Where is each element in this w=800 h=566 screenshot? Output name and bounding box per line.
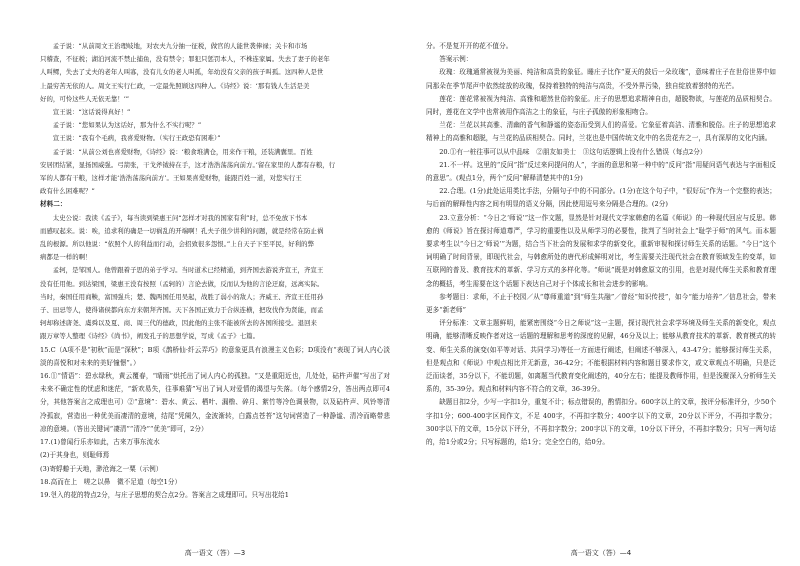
text-line: 太史公说：我读《孟子》，每当读到梁惠王问“怎样才对我的国家有利”时，总不免放下书本 xyxy=(52,213,308,222)
text-line: 没有任用他。到达梁国，梁惠王没有按照（孟轲的）言论去做，反而认为他的言论迂腐，远离实际。 xyxy=(40,279,324,288)
text-line: 材料二： xyxy=(40,200,67,209)
text-line: 22.合理。(1分)此处运用类比手法，分隔句子中的不同部分。(1分)在这个句子中，“很好玩”作为一个完整的表达；与后面的解释性内容之间有明显的语义分隔，因此使用逗号来分隔是合理的。(2分) xyxy=(426,187,776,209)
page-4-column xyxy=(426,40,776,540)
text-line: 评分标准：文章主题鲜明，能紧密围绕“今日之师说”这一主题，探讨现代社会求学环境及师生关系的新变化，观点明确，能够清晰反映作者对这一话题的理解和思考的深度的见解，46分及以上；能够从教育技术的革新、教育模式的转变、师生关系的演变(如平等对话、共同学习)等任一方面进行阐述，但阐述不够深入，43-47分；能够探讨师生关系，但是观点和《师说》中观点相比并无新意，36-42分；不能根据材料内容和题目要求作文，或文章观点不明确，只是泛泛而谈者，35分以下，不能切题，如离题当代教育变化阐述的，40分左右；能提及教师作用，但是浅聚深入分析师生关系的，35-39分。观点和材料内容不符合的文章，36-39分。 xyxy=(426,319,776,394)
text-line: 答案示例： xyxy=(439,55,473,64)
page-4-footer: 高一语文（答）—4 xyxy=(570,549,632,557)
text-line: (3)寄蜉蝣于天地，渺沧海之一粟（示例） xyxy=(40,464,163,473)
text-line: 上最穷苦无依的人。周文王实行仁政，一定最先照顾这四种人。《诗经》说：‘那有钱人生活是美 xyxy=(40,81,310,90)
page-3-footer: 高一语文（答）—3 xyxy=(184,549,246,557)
text-line: 好的，可怜这些人无依无靠！’” xyxy=(40,94,130,103)
text-line: 政有什么困难呢？” xyxy=(40,187,95,196)
text-line: 兰花：兰花以其高雅、清幽的香气和静谧的姿态而受到人们的喜爱。它象征着高洁、清雅和脱俗。庄子的思想追求精神上的高雅和超脱，与兰花的品质相契合。同时，兰花也是中国传统文化中的名贵花卉之一，具有深厚的文化内涵。 xyxy=(426,121,776,143)
text-line: 玫瑰：玫瑰通常被视为美丽、纯洁和高贵的象征。睡庄子比作“夏天的鼓后一朵玫瑰”，意味着庄子在世俗世界中如同那朵在季节尾声中依然绽放的玫瑰，保持着独特的纯洁与高贵，不受外界污染，独自绽放着独特的光芒。 xyxy=(426,68,776,90)
text-line: 病都是一样的啊！ xyxy=(40,253,92,262)
text-line: 宣王说：“这话说得真好！” xyxy=(52,108,131,117)
text-line: 15.C（A项不是“初秋”而是“深秋”；B项《鹊桥仙·纤云弄巧》的意象更具有浪漫主义色彩；D项没有“表现了词人内心淡淡的喜悦和对未来的美好憧憬”。） xyxy=(40,345,390,367)
text-line: 分。不是复开开的花不值分。 xyxy=(426,42,513,50)
text-line: 23.立意分析：“今日之‘师说’”这一作文题，显然是针对现代文学家韩愈的名篇《师说》的一种现代回应与反思。韩愈的《师说》旨在探讨师道尊严，学习的重要性以及从师学习的必要性，批判了当时社会上“耻学于师”的风气。而本题要求考生以“今日之‘师说’”为题，结合当下社会的发展和求学的新变化，重新审视和探讨师生关系的话题。“今日”这个词明确了时间背景，即现代社会，与韩愈所处的唐代形成鲜明对比，考生需要关注现代社会在教育领域发生的变革，如互联网的普及、教育技术的革新、学习方式的多样化等。“师说”既是对韩愈原文的引用，也是对现代师生关系和教育理念的概括，考生需要在这个话题下表达自己对于个体成长和社会进步的影响。 xyxy=(426,213,776,288)
text-line: 子、田忌等人，使得诸侯都向东方来朝拜齐国。天下各国正致力于合纵连横，把攻伐作为贤能，而孟 xyxy=(40,306,324,315)
text-line: 当时，秦国任用商鞅，富国强兵；楚、魏两国任用吴起，战胜了弱小的敌人；齐威王、齐宣王任用孙 xyxy=(40,292,324,301)
text-line: 宣王说：“我有个毛病，我喜爱财物。（实行王政恐有困难）” xyxy=(52,134,221,143)
text-line: 孟子说：“您如果认为这话好，那为什么不实行呢？” xyxy=(52,121,202,130)
text-line: (2)于其身也，则耻师焉 xyxy=(40,451,110,460)
text-line: 参考题目：求师，不止于校园／从“尊师重道”到“师生共融”／曾经“知识传授”，如今“能力培养”／信息社会，带来更多“新老师” xyxy=(426,292,776,315)
text-line: 只稽查，不征税；湖泊河流不禁止捕鱼，没有禁令；罪犯只惩罚本人，不株连家属。失去了妻子的老年 xyxy=(40,55,330,64)
text-line: 乱的根源。所以他说：“依照个人的利益而行动，会招致很多怨恨。”上自天子下至平民，好利的弊 xyxy=(40,240,315,249)
text-line: 16.①“情语”：碧水绿秋，黄云覆春，“晴雨”烘托出了词人内心的孤独。“又是重阳近也，几处处，砧杵声催”写出了对未来不确定性的忧虑和迷茫，“新欢易失，往事难猜”写出了词人对爱情的渴望与失落。（每个感情2分，答出两点即可4分，其他答案言之成理也可）②“意境”：碧水、黄云、栖叶、漏橹、碎月、絮竹等冷色调景物，以及砧杵声、风铃等清冷孤寂，营造出一种优美而凄清的意境，结尾“凭阑久，金波渐转，白露点苍苔”这句词营造了一种静谧、清冷而略带悲凉的意境。（答出关键词“凄清”“清冷”“优美”即可，2分） xyxy=(40,372,390,433)
text-line: 孟子说：“从前公刘也喜爱财物，《诗经》说：‘粮食堆满仓，用来作干粮，还装满囊里。百姓 xyxy=(52,147,313,156)
text-line: 跟万章等人整理《诗经》《尚书》，阐发孔子的思想学说，写成《孟子》七篇。 xyxy=(40,332,260,341)
text-line: 20.①有一桩往事可以从中品味 ②朋友如美士 ③这句话逻辑上没有什么错误（每点2分） xyxy=(439,147,707,156)
text-line: 轲却称述唐尧、虞舜以及夏、商、周三代的德政，因此他的主张不能被所去的各国所接受。退回来 xyxy=(40,319,317,328)
text-line: 安居团结紧，显扬国威强。弓箭张，干戈斧钺持在手，这才浩浩荡荡向前方。’留在家里的人都有存粮，行 xyxy=(40,160,336,169)
text-line: 莲花：莲花常被视为纯洁、高雅和超然世俗的象征。庄子的思想追求精神自由，超脱物欲，与莲花的品质相契合。同时，莲花在文学中也常被用作高洁之士的象征，与庄子孤傲的形象相吻合。 xyxy=(426,94,776,117)
text-line: 19.현入的花的特点2分，与庄子思想的契合点2分。答案言之成理即可。只写出花给1 xyxy=(40,490,290,499)
text-line: 人叫鳏，失去了丈夫的老年人叫寡，没有儿女的老人叫孤，年幼没有父亲的孩子叫孤。这四种人是世 xyxy=(40,68,324,77)
text-line: 军的人都有干粮，这样才能‘浩浩荡荡向前方’。王如果喜爱财物，能跟百姓一道，对您实行王 xyxy=(40,174,302,183)
text-line: 18.高而在上 嗟之以鼻 微不足道（每空1分） xyxy=(40,477,182,486)
text-line: 21.不一样。这里的“反问”指“反过来问提问的人”，字面的意思和第一种中的“反问”指“用疑问语气表达与字面相反的意思”。(观点1分，两个“反问”解释清楚其中的1分) xyxy=(426,160,776,183)
text-line: 17.(1)曾闻行乐亦如此，古来万事东流水 xyxy=(40,438,160,447)
page-3-column xyxy=(40,40,390,540)
text-line: 孟轲，是邹国人。他曾跟着子思的弟子学习。当时道术已经精通，到齐国去游说齐宣王，齐宣王 xyxy=(52,266,324,275)
text-line: 而感叹起来。说：唉，追求利的确是一切祸乱的开端啊！孔夫子很少讲利的问题，就是经常在防止祸 xyxy=(40,226,324,235)
text-line: 缺题目扣2分，少写一字扣1分，重复不计；标点错误的，酌情扣分。600字以上的文章，按评分标准评分，少50个字扣1分；600-400字区间作文，不足 400字，不再扣字数分；400字以下的文章，20分以下评分，不再扣字数分；300字以下的文章，15分以下评分，不再扣字数分；200字以下的文章，10分以下评分，不再扣字数分；只写一两句话的，给1分或2分；只写标题的，给1分；完全空白的，给0分。 xyxy=(426,398,776,447)
text-line: 孟子说：“从前周文王治理岐地，对农夫九分抽一征税，做官的人能世袭俸禄；关卡和市场 xyxy=(52,42,308,50)
